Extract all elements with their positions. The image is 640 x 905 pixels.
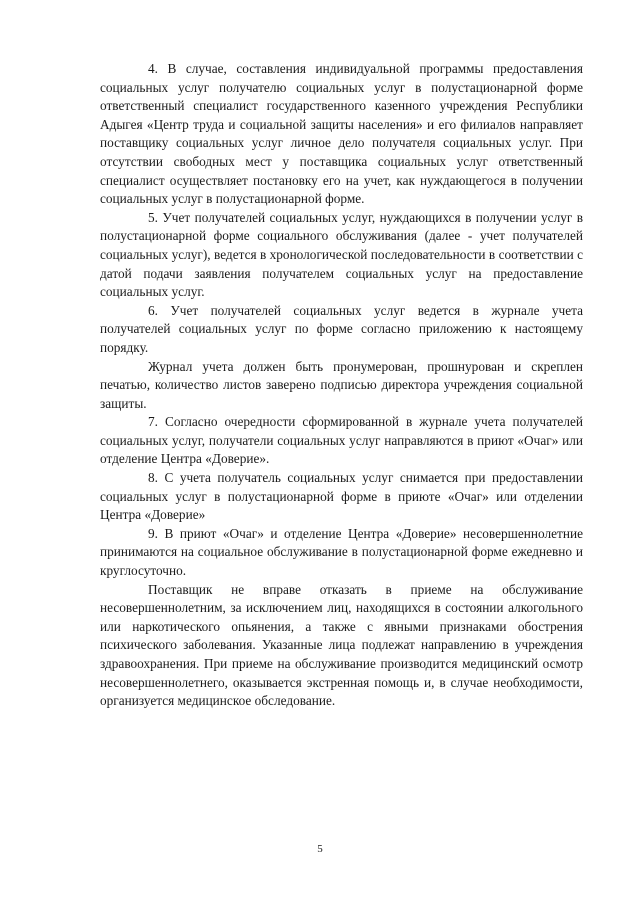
paragraph-item-8: 8. С учета получатель социальных услуг снимается при предоставлении социальных услуг в полустационарной форме в приюте «Очаг» или отделении Центра «Доверие» — [100, 470, 583, 523]
paragraph-provider: Поставщик не вправе отказать в приеме на обслуживание несовершеннолетним, за исключением лиц, находящихся в состоянии алкогольного или наркотического опьянения, а также с явными признаками обострения психического заболевания. Указанные лица подлежат направлению в учреждения здравоохранения. При приеме на обслуживание производится медицинский осмотр несовершеннолетнего, оказывается экстренная помощь и, в случае необходимости, организуется медицинское обследование. — [100, 581, 583, 709]
document-body — [100, 60, 583, 711]
paragraph-item-6: 6. Учет получателей социальных услуг ведется в журнале учета получателей социальных услуг по форме согласно приложению к настоящему порядку. — [100, 302, 583, 355]
paragraph-item-4: 4. В случае, составления индивидуальной программы предоставления социальных услуг получателю социальных услуг в полустационарной форме ответственный специалист государственного казенного учреждения Республики Адыгея «Центр труда и социальной защиты населения» и его филиалов направляет поставщику социальных услуг личное дело получателя социальных услуг. При отсутствии свободных мест у поставщика социальных услуг ответственный специалист осуществляет постановку его на учет, как нуждающегося в получении социальных услуг в полустационарной форме. — [100, 61, 583, 207]
paragraph-item-9: 9. В приют «Очаг» и отделение Центра «Доверие» несовершеннолетние принимаются на социальное обслуживание в полустационарной форме ежедневно и круглосуточно. — [100, 525, 583, 579]
paragraph-item-5: 5. Учет получателей социальных услуг, нуждающихся в получении услуг в полустационарной форме социального обслуживания (далее - учет получателей социальных услуг), ведется в хронологической последовательности в соответствии с датой подачи заявления получателем социальных услуг на предоставление социальных услуг. — [100, 209, 583, 300]
paragraph-journal: Журнал учета должен быть пронумерован, прошнурован и скреплен печатью, количество листов заверено подписью директора учреждения социальной защиты. — [100, 358, 583, 411]
paragraph-item-7: 7. Согласно очередности сформированной в журнале учета получателей социальных услуг, получатели социальных услуг направляются в приют «Очаг» или отделение Центра «Доверие». — [100, 414, 583, 467]
page-number: 5 — [317, 843, 323, 855]
